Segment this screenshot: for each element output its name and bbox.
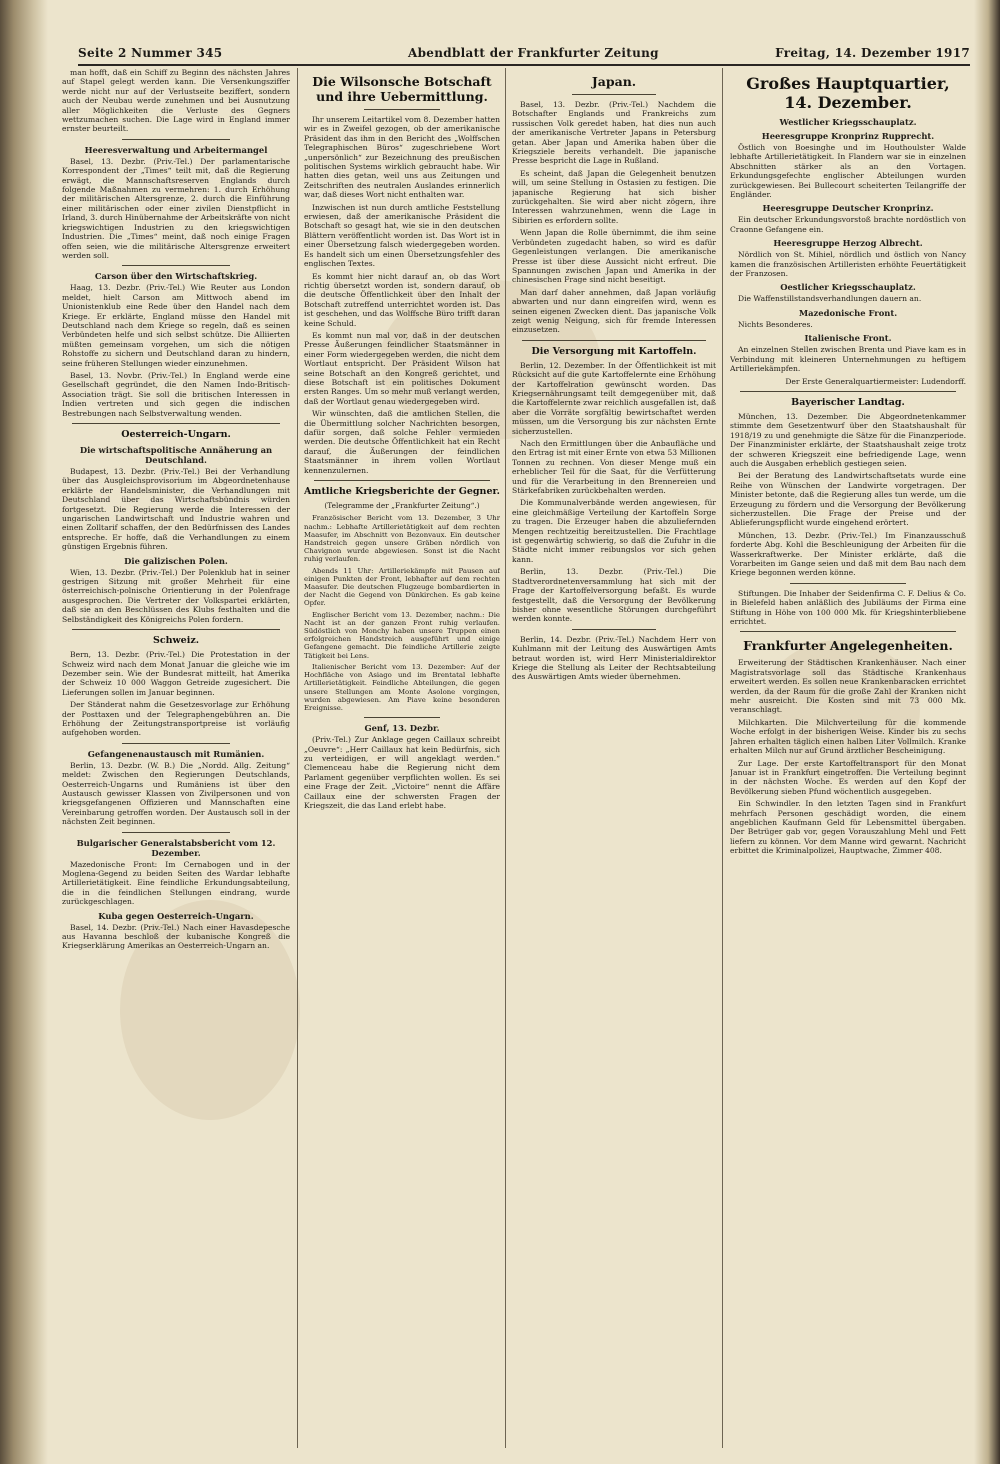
section-heading: Gefangenenaustausch mit Rumänien. bbox=[87, 748, 265, 759]
signature-line: Der Erste Generalquartiermeister: Ludendorff. bbox=[785, 376, 966, 386]
article-paragraph: Milchkarten. Die Milchverteilung für die kommende Woche erfolgt in der bisherigen Weise. Kinder bis zu sechs Jahren erhalten täglich einen halben Liter Vollmilch. Kranke erhalten Milch nur auf Grund ärztlicher Bescheinigung. bbox=[730, 717, 966, 756]
section-heading: Die wirtschaftspolitische Annäherung an Deutschland. bbox=[79, 445, 273, 465]
article-paragraph: Berlin, 13. Dezbr. (Priv.-Tel.) Die Stadtverordnetenversammlung hat sich mit der Frage der Kartoffelversorgung befaßt. Es wurde festgestellt, daß die Versorgung der Bevölkerung bisher ohne wesentliche Störungen durchgeführt werden konnte. bbox=[512, 567, 716, 624]
section-heading: Heeresverwaltung und Arbeitermangel bbox=[84, 144, 268, 155]
article-paragraph: Basel, 13. Dezbr. (Priv.-Tel.) Nachdem die Botschafter Englands und Frankreichs zum russischen Volk geredet haben, hat dies nun auch der amerikanische Vertreter Japans in Petersburg getan. Aber Japan und Amerika haben über die Kriegsziele bereits verhandelt. Die japanische Presse bespricht die Lage in Rußland. bbox=[512, 100, 716, 166]
separator bbox=[314, 480, 490, 481]
column-2 bbox=[304, 68, 500, 1450]
article-paragraph: München, 13. Dezbr. (Priv.-Tel.) Im Finanzausschuß forderte Abg. Kohl die Beschleunigung der Arbeiten für die Wasserkraftwerke. Der Minister erklärte, daß die Vorarbeiten im Gange seien und daß mit dem Bau nach dem Kriege begonnen werden könne. bbox=[730, 530, 966, 578]
section-heading: Heeresgruppe Herzog Albrecht. bbox=[773, 238, 923, 249]
article-paragraph: (Priv.-Tel.) Zur Anklage gegen Caillaux schreibt „Oeuvre“: „Herr Caillaux hat kein Bedürfnis, sich zu verteidigen, er will angeklagt werden.“ Clemenceau habe die Regierung nicht dem Parlament gegenüber verpflichten wollen. Es sei eine Frage der Zeit. „Victoire“ nennt die Affäre Caillaux eine der schwersten Fragen der Kriegszeit, die das Land erlebt habe. bbox=[304, 735, 500, 810]
separator bbox=[122, 743, 230, 744]
page-edge bbox=[974, 0, 1000, 1464]
article-paragraph: Budapest, 13. Dezbr. (Priv.-Tel.) Bei der Verhandlung über das Ausgleichsprovisorium im Abgeordnetenhause erklärte der Handelsminister, die Verhandlungen mit Deutschland über das Wirtschaftsbündnis würden fortgesetzt. Die Regierung werde die Interessen der ungarischen Landwirtschaft und Industrie wahren und einen Zolltarif schaffen, der den Bedürfnissen des Landes entspreche. Er hoffe, daß die Verhandlungen zu einem günstigen Ergebnis führen. bbox=[62, 467, 290, 552]
article-paragraph: Basel, 13. Dezbr. (Priv.-Tel.) Der parlamentarische Korrespondent der „Times“ teilt mit, daß die Regierung erwägt, die Mannschaftsreserven Englands durch folgende Maßnahmen zu vermehren: 1. durch Erhöhung der militärischen Altersgrenze, 2. durch die Einführung einer militärischen oder einer zivilen Dienstpflicht in Irland, 3. durch Hinübernahme der Arbeitskräfte von nicht kriegswichtigen Industrien zu den kriegswichtigen Industrien. Die „Times“ meint, daß noch einige Fragen offen seien, wie die militärische Altersgrenze erweitert werden soll. bbox=[62, 156, 290, 260]
article-paragraph: Berlin, 12. Dezember. In der Öffentlichkeit ist mit Rücksicht auf die gute Kartoffelernte eine Erhöhung der Kartoffelration gewünscht worden. Das Kriegsernährungsamt teilt demgegenüber mit, daß die Kartoffelernte zwar reichlich ausgefallen ist, daß aber die Vorräte sorgfältig bewirtschaftet werden müssen, um die Versorgung bis zur nächsten Ernte sicherzustellen. bbox=[512, 360, 716, 436]
article-paragraph: Englischer Bericht vom 13. Dezember, nachm.: Die Nacht ist an der ganzen Front ruhig verlaufen. Südöstlich von Monchy haben unsere Truppen einen erfolgreichen Handstreich ausgeführt und einige Gefangene gemacht. Die feindliche Artillerie zeigte Tätigkeit bei Lens. bbox=[304, 610, 500, 660]
dateline: Genf, 13. Dezbr. bbox=[364, 723, 440, 734]
section-subheading: (Telegramme der „Frankfurter Zeitung“.) bbox=[324, 501, 480, 511]
article-paragraph: Bern, 13. Dezbr. (Priv.-Tel.) Die Protestation in der Schweiz wird nach dem Monat Januar die gleiche wie im Dezember sein. Wie der Bundesrat mitteilt, hat Amerika der Schweiz 10 000 Waggon Getreide zugesichert. Die Lieferungen sollen im Januar beginnen. bbox=[62, 650, 290, 697]
column-rule bbox=[505, 68, 506, 1448]
separator bbox=[72, 629, 280, 630]
section-heading: Carson über den Wirtschaftskrieg. bbox=[94, 271, 258, 282]
article-headline: Die Wilsonsche Botschaft und ihre Uebermittlung. bbox=[312, 74, 492, 104]
section-heading: Heeresgruppe Deutscher Kronprinz. bbox=[762, 203, 934, 214]
article-paragraph: Es scheint, daß Japan die Gelegenheit benutzen will, um seine Stellung in Ostasien zu festigen. Die japanische Regierung hat sich bisher zurückgehalten. Sie wird aber nicht zögern, ihre Interessen wahrzunehmen, wenn die Lage in Sibirien es erfordern sollte. bbox=[512, 168, 716, 225]
article-paragraph: Berlin, 14. Dezbr. (Priv.-Tel.) Nachdem Herr von Kuhlmann mit der Leitung des Auswärtigen Amts betraut worden ist, wird Herr Ministerialdirektor Kriege die Stellung als Leiter der Rechtsabteilung des Auswärtigen Amts wieder übernehmen. bbox=[512, 634, 716, 682]
article-headline: Frankfurter Angelegenheiten. bbox=[743, 638, 953, 654]
separator bbox=[572, 94, 656, 95]
article-paragraph: Zur Lage. Der erste Kartoffeltransport für den Monat Januar ist in Frankfurt eingetroffen. Die Verteilung beginnt in der nächsten Woche. Es werden auf den Kopf der Bevölkerung sieben Pfund wöchentlich ausgegeben. bbox=[730, 758, 966, 796]
section-heading: Kuba gegen Oesterreich-Ungarn. bbox=[98, 910, 254, 921]
separator bbox=[122, 265, 230, 266]
section-heading: Schweiz. bbox=[152, 635, 200, 647]
article-paragraph: Nichts Besonderes. bbox=[738, 319, 813, 329]
article-paragraph: Die Kommunalverbände werden angewiesen, für eine gleichmäßige Verteilung der Kartoffeln Sorge zu tragen. Die Erzeuger haben die abzuliefernden Mengen rechtzeitig bereitzustellen. Die Frachtlage ist gegenwärtig schwierig, so daß die Zufuhr in die Städte nicht immer reibungslos vor sich gehen kann. bbox=[512, 498, 716, 564]
article-paragraph: Haag, 13. Dezbr. (Priv.-Tel.) Wie Reuter aus London meldet, hielt Carson am Mittwoch abend im Unionistenklub eine Rede über den Handel nach dem Kriege. Er erklärte, England müsse den Handel mit Deutschland nach dem Kriege so regeln, daß es seinen Verbündeten helfe und sich selbst schütze. Die Alliierten müßten gemeinsam vorgehen, um sich die nötigen Rohstoffe zu sichern und Deutschland daran zu hindern, seine früheren Stellungen wieder einzunehmen. bbox=[62, 283, 290, 368]
section-heading: Oesterreich-Ungarn. bbox=[121, 429, 231, 440]
section-heading: Heeresgruppe Kronprinz Rupprecht. bbox=[761, 131, 935, 141]
article-paragraph: Italienischer Bericht vom 13. Dezember: Auf der Hochfläche von Asiago und im Brentatal lebhafte Artillerietätigkeit. Feindliche Abteilungen, die gegen unsere Stellungen am Monte Asolone vorgingen, wurden abgewiesen. Am Piave keine besonderen Ereignisse. bbox=[304, 662, 500, 712]
separator bbox=[572, 629, 656, 630]
article-paragraph: Es kommt hier nicht darauf an, ob das Wort richtig übersetzt worden ist, sondern darauf, ob die deutsche Öffentlichkeit über den Inhalt der Botschaft zutreffend unterrichtet worden ist. Das ist geschehen, und das Wolffsche Büro trifft daran keine Schuld. bbox=[304, 271, 500, 328]
section-heading: Bulgarischer Generalstabsbericht vom 12. Dezember. bbox=[76, 837, 276, 858]
article-paragraph: Die Waffenstillstandsverhandlungen dauern an. bbox=[738, 294, 922, 304]
separator bbox=[122, 139, 230, 140]
article-paragraph: Inzwischen ist nun durch amtliche Feststellung erwiesen, daß der amerikanische Präsident die Botschaft so gesagt hat, wie sie in den deutschen Blättern veröffentlicht worden ist. Das Wort ist in einer Übersetzung falsch wiedergegeben worden. Es handelt sich um einen Übersetzungsfehler des englischen Textes. bbox=[304, 202, 500, 269]
article-paragraph: Wenn Japan die Rolle übernimmt, die ihm seine Verbündeten zugedacht haben, so wird es dafür Gegenleistungen verlangen. Die amerikanische Presse ist über diese Aussicht nicht erfreut. Die Spannungen zwischen Japan und Amerika in der chinesischen Frage sind nicht beseitigt. bbox=[512, 228, 716, 285]
article-paragraph: Ein Schwindler. In den letzten Tagen sind in Frankfurt mehrfach Personen geschädigt worden, die einem angeblichen Kaufmann Geld für Lebensmittel übergaben. Der Betrüger gab vor, gegen Vorauszahlung Mehl und Fett liefern zu können. Vor dem Manne wird gewarnt. Nachricht erbittet die Kriminalpolizei, Hauptwache, Zimmer 408. bbox=[730, 799, 966, 856]
separator bbox=[122, 832, 230, 833]
article-paragraph: Man darf daher annehmen, daß Japan vorläufig abwarten und nur dann eingreifen wird, wenn es seinen eigenen Zwecken dient. Das japanische Volk zeigt wenig Neigung, sich für fremde Interessen einzusetzen. bbox=[512, 287, 716, 335]
section-heading: Oestlicher Kriegsschauplatz. bbox=[780, 282, 916, 293]
section-heading: Die Versorgung mit Kartoffeln. bbox=[531, 345, 697, 357]
section-heading: Bayerischer Landtag. bbox=[791, 396, 905, 408]
article-paragraph: München, 13. Dezember. Die Abgeordnetenkammer stimmte dem Gesetzentwurf über den Staatshaushalt für 1918/19 zu und genehmigte die Sätze für die Finanzperiode. Der Finanzminister erklärte, der Staatshaushalt zeige trotz der schweren Kriegszeit eine befriedigende Lage, wenn auch die Ausgaben erheblich gestiegen seien. bbox=[730, 411, 966, 468]
article-paragraph: An einzelnen Stellen zwischen Brenta und Piave kam es in Verbindung mit kleineren Unternehmungen zu heftigem Artilleriekämpfen. bbox=[730, 345, 966, 374]
binding-edge bbox=[0, 0, 48, 1464]
article-paragraph: Erweiterung der Städtischen Krankenhäuser. Nach einer Magistratsvorlage soll das Städtische Krankenhaus erweitert werden. Es sollen neue Krankenbaracken errichtet werden, da der Raum für die große Zahl der Kranken nicht mehr ausreicht. Die Kosten sind mit 73 000 Mk. veranschlagt. bbox=[730, 658, 966, 715]
section-heading: Westlicher Kriegsschauplatz. bbox=[779, 117, 917, 127]
issue-date: Freitag, 14. Dezember 1917 bbox=[775, 46, 970, 60]
article-paragraph: man hofft, daß ein Schiff zu Beginn des nächsten Jahres auf Stapel gelegt werden kann. Die Versenkungsziffer werde nicht nur auf der Verlustseite beziffert, sondern auch der Neubau werde zunehmen und bei Ausnutzung aller Möglichkeiten die Verluste des Gegners wettzumachen suchen. Die Lage wird in England immer ernster beurteilt. bbox=[62, 68, 290, 134]
column-4 bbox=[730, 68, 966, 1450]
section-heading: Die galizischen Polen. bbox=[124, 555, 228, 566]
running-head bbox=[78, 44, 970, 62]
section-heading: Italienische Front. bbox=[804, 333, 892, 344]
article-paragraph: Der Ständerat nahm die Gesetzesvorlage zur Erhöhung der Posttaxen und der Telegraphengebühren an. Die Erhöhung der Zeitungstransportpreise ist vorläufig aufgehoben worden. bbox=[62, 700, 290, 738]
article-paragraph: Berlin, 13. Dezbr. (W. B.) Die „Nordd. Allg. Zeitung“ meldet: Zwischen den Regierungen Deutschlands, Oesterreich-Ungarns und Rumäniens ist über den Austausch gewisser Klassen von Zivilpersonen und von kriegsgefangenen Offizieren und Mannschaften eine Vereinbarung getroffen worden. Der Austausch soll in der nächsten Zeit beginnen. bbox=[62, 760, 290, 827]
page-number: Seite 2 Nummer 345 bbox=[78, 46, 223, 60]
separator bbox=[740, 391, 956, 392]
article-paragraph: Es kommt nun mal vor, daß in der deutschen Presse Äußerungen feindlicher Staatsmänner in einer Form wiedergegeben werden, die nicht dem Wortlaut entspricht. Der Präsident Wilson hat seine Botschaft an den Kongreß gerichtet, und diese Botschaft ist ein politisches Dokument ersten Ranges. Um so mehr muß verlangt werden, daß der Wortlaut genau wiedergegeben wird. bbox=[304, 330, 500, 406]
article-paragraph: Basel, 14. Dezbr. (Priv.-Tel.) Nach einer Havasdepesche aus Havanna beschloß der kubanische Kongreß die Kriegserklärung Amerikas an Oesterreich-Ungarn an. bbox=[62, 922, 290, 951]
article-paragraph: Basel, 13. Novbr. (Priv.-Tel.) In England werde eine Gesellschaft gegründet, die den Namen Indo-Britisch-Association trägt. Sie soll die britischen Interessen in Indien vertreten und sich gegen die indischen Bestrebungen nach Selbstverwaltung wenden. bbox=[62, 370, 290, 418]
article-paragraph: Ihr unserem Leitartikel vom 8. Dezember hatten wir es in Zweifel gezogen, ob der amerikanische Präsident das ihm in den Bericht des „Wolffschen Telegraphischen Büros“ zugeschriebene Wort „unpersönlich“ zur Bezeichnung des preußischen politischen Systems wirklich gebraucht habe. Wir hatten dies getan, weil uns aus Zeitungen und Zeitschriften des neutralen Auslandes erinnerlich war, daß dieses Wort nicht enthalten war. bbox=[304, 115, 500, 200]
column-3 bbox=[512, 68, 716, 1450]
article-headline: Japan. bbox=[591, 74, 637, 89]
separator bbox=[364, 717, 440, 718]
article-paragraph: Östlich von Boesinghe und im Houthoulster Walde lebhafte Artillerietätigkeit. In Flandern war sie in einzelnen Abschnitten stärker als an den Vortagen. Erkundungsgefechte englischer Abteilungen wurden zurückgewiesen. Bei Bullecourt scheiterten Teilangriffe der Engländer. bbox=[730, 143, 966, 200]
article-paragraph: Nach den Ermittlungen über die Anbaufläche und den Ertrag ist mit einer Ernte von etwa 53 Millionen Tonnen zu rechnen. Von dieser Menge muß ein erheblicher Teil für die Saat, für die Verfütterung und für die Verarbeitung in den Brennereien und Stärkefabriken zurückbehalten werden. bbox=[512, 439, 716, 496]
article-paragraph: Mazedonische Front: Im Cernabogen und in der Moglena-Gegend zu beiden Seiten des Wardar lebhafte Artillerietätigkeit. Eine feindliche Erkundungsabteilung, die in die feindlichen Stellungen eindrang, wurde zurückgeschlagen. bbox=[62, 859, 290, 907]
article-paragraph: Stiftungen. Die Inhaber der Seidenfirma C. F. Delius & Co. in Bielefeld haben anläßlich des Jubiläums der Firma eine Stiftung in Höhe von 100 000 Mk. für Kriegshinterbliebene errichtet. bbox=[730, 588, 966, 627]
head-rule bbox=[78, 64, 970, 66]
article-paragraph: Ein deutscher Erkundungsvorstoß brachte nordöstlich von Craonne Gefangene ein. bbox=[730, 215, 966, 234]
separator bbox=[522, 340, 706, 341]
separator bbox=[790, 583, 906, 584]
column-1 bbox=[62, 68, 290, 1450]
article-paragraph: Französischer Bericht vom 13. Dezember, 3 Uhr nachm.: Lebhafte Artillerietätigkeit auf dem rechten Maasufer, im Abschnitt von Bezonvaux. Ein deutscher Handstreich gegen unsere Gräben nördlich von Chavignon wurde abgewiesen. Sonst ist die Nacht ruhig verlaufen. bbox=[304, 514, 500, 564]
article-paragraph: Wien, 13. Dezbr. (Priv.-Tel.) Der Polenklub hat in seiner gestrigen Sitzung mit großer Mehrheit für eine österreichisch-polnische Orientierung in der Polenfrage ausgesprochen. Die Vertreter der Volkspartei erklärten, daß sie an den Beschlüssen des Klubs festhalten und die Selbständigkeit des Königreichs Polen fordern. bbox=[62, 567, 290, 624]
section-heading: Mazedonische Front. bbox=[798, 307, 898, 318]
separator bbox=[72, 423, 280, 424]
column-rule bbox=[297, 68, 298, 1448]
article-paragraph: Nördlich von St. Mihiel, nördlich und östlich von Nancy kamen die französischen Artilleristen erhöhte Feuertätigkeit der Franzosen. bbox=[730, 250, 966, 279]
section-heading: Amtliche Kriegsberichte der Gegner. bbox=[304, 486, 500, 498]
masthead: Abendblatt der Frankfurter Zeitung bbox=[408, 46, 659, 60]
article-headline: Großes Hauptquartier, 14. Dezember. bbox=[746, 74, 950, 112]
separator bbox=[740, 631, 956, 632]
article-paragraph: Abends 11 Uhr: Artilleriekämpfe mit Pausen auf einigen Punkten der Front, lebhafter auf dem rechten Maasufer. Die deutschen Flugzeuge bombardierten in der Nacht die Gegend von Dünkirchen. Es gab keine Opfer. bbox=[304, 566, 500, 608]
article-paragraph: Bei der Beratung des Landwirtschaftsetats wurde eine Reihe von Wünschen der Landwirte vorgetragen. Der Minister betonte, daß die Regierung alles tun werde, um die Erzeugung zu fördern und die Versorgung der Bevölkerung sicherzustellen. Die Frage der Preise und der Ablieferungspflicht wurde eingehend erörtert. bbox=[730, 471, 966, 528]
column-rule bbox=[722, 68, 723, 1448]
article-paragraph: Wir wünschten, daß die amtlichen Stellen, die die Übermittlung solcher Nachrichten besorgen, dafür sorgen, daß solche Fehler vermieden werden. Die deutsche Öffentlichkeit hat ein Recht darauf, die Äußerungen der feindlichen Staatsmänner in ihrem vollen Wortlaut kennenzulernen. bbox=[304, 409, 500, 475]
separator bbox=[364, 109, 440, 110]
